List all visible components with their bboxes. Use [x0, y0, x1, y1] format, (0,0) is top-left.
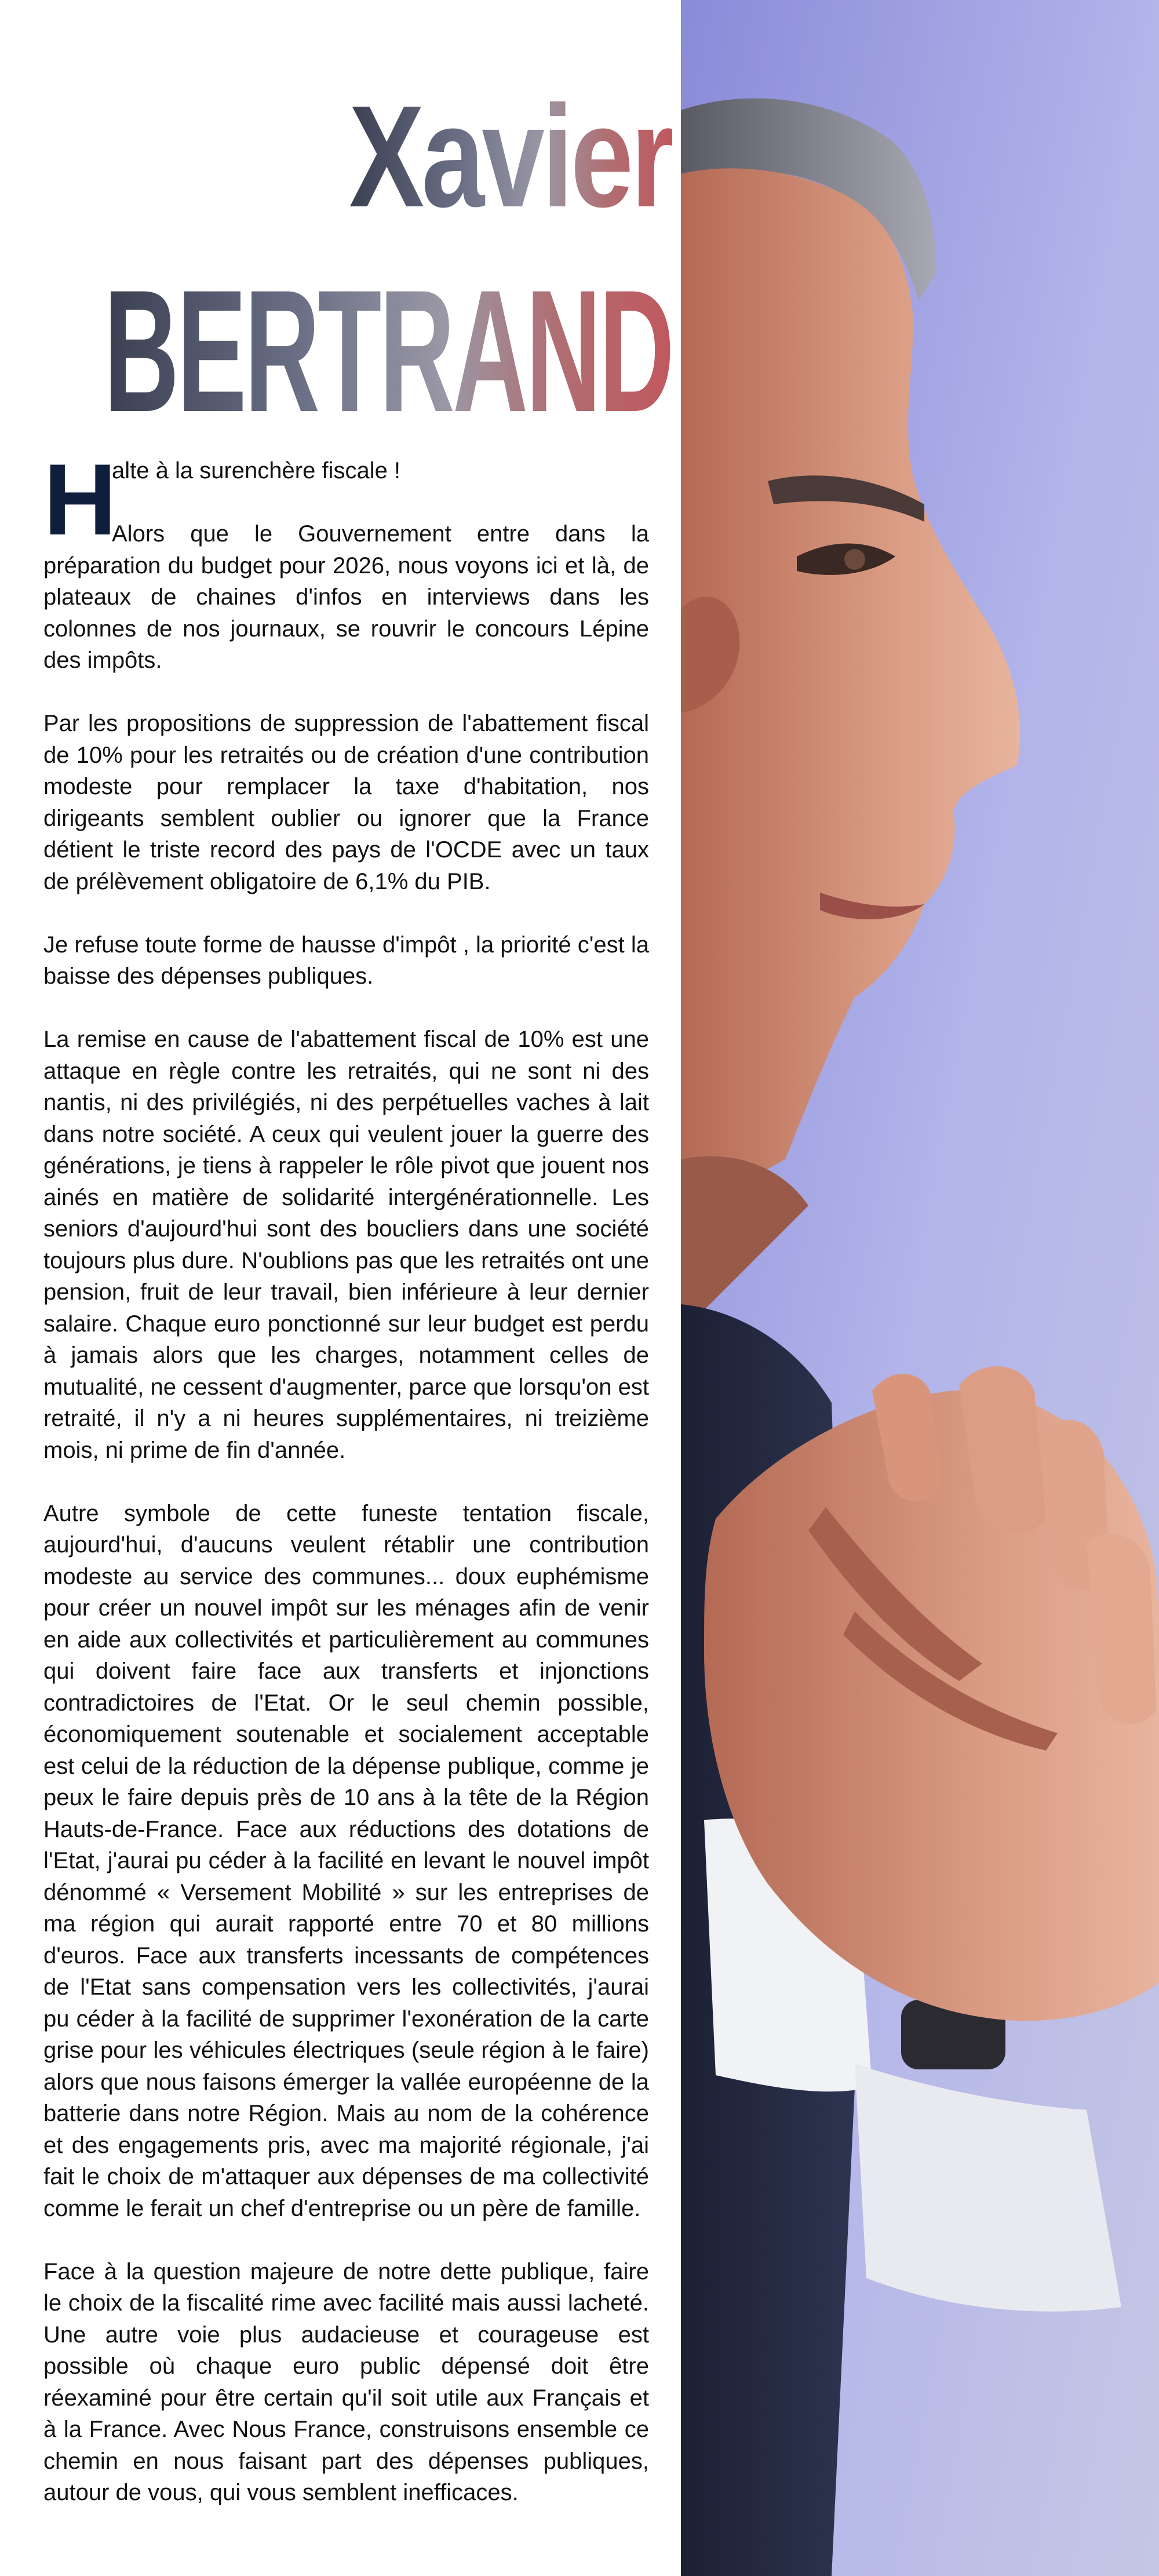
paragraph-1: Alors que le Gouvernement entre dans la préparation du budget pour 2026, nous voyons ici et là, de plateaux de chaines d'infos en interviews dans les colonnes de nos journaux, se rouvrir le concours Lépine des impôts. [43, 521, 649, 673]
article-intro [43, 443, 649, 676]
paragraph-2: Par les propositions de suppression de l'abattement fiscal de 10% pour les retraités ou de création d'une contribution modeste pour remplacer la taxe d'habitation, nos dirigeants semblent oublier ou ignorer que la France détient le triste record des pays de l'OCDE avec un taux de prélèvement obligatoire de 6,1% du PIB. [43, 711, 649, 894]
title-spacer [43, 487, 649, 519]
paragraph-4: La remise en cause de l'abattement fiscal de 10% est une attaque en règle contre les retraités, qui ne sont ni des nantis, ni des privilégiés, ni des perpétuelles vaches à lait dans notre société. A ceux qui veulent jouer la guerre des générations, je tiens à rappeler le rôle pivot que jouent nos ainés en matière de solidarité intergénérationnelle. Les seniors d'aujourd'hui sont des boucliers dans une société toujours plus dure. N'oublions pas que les retraités ont une pension, fruit de leur travail, bien inférieure à leur dernier salaire. Chaque euro ponctionné sur leur budget est perdu à jamais alors que les charges, notamment celles de mutualité, ne cessent d'augmenter, parce que lorsqu'on est retraité, il n'y a ni heures supplémentaires, ni treizième mois, ni prime de fin d'année. [43, 1027, 649, 1463]
article-title: alte à la surenchère fiscale ! [112, 458, 401, 483]
author-first-name: Xavier [349, 75, 672, 237]
paragraph-3: Je refuse toute forme de hausse d'impôt , la priorité c'est la baisse des dépenses publiques. [43, 932, 649, 989]
portrait-photo [681, 0, 1159, 2576]
paragraph-5: Autre symbole de cette funeste tentation fiscale, aujourd'hui, d'aucuns veulent rétablir une contribution modeste au service des communes... doux euphémisme pour créer un nouvel impôt sur les ménages afin de venir en aide aux collectivités et particulièrement au communes qui doivent faire face aux transferts et injonctions contradictoires de l'Etat. Or le seul chemin possible, économiquement soutenable et socialement acceptable est celui de la réduction de la dépense publique, comme je peux le faire depuis près de 10 ans à la tête de la Région Hauts-de-France. Face aux réductions des dotations de l'Etat, j'aurai pu céder à la facilité en levant le nouvel impôt dénommé « Versement Mobilité » sur les entreprises de ma région qui aurait rapporté entre 70 et 80 millions d'euros. Face aux transferts incessants de compétences de l'Etat sans compensation vers les collectivités, j'aurai pu céder à la facilité de supprimer l'exonération de la carte grise pour les véhicules électriques (seule région à le faire) alors que nous faisons émerger la vallée européenne de la batterie dans notre Région. Mais au nom de la cohérence et des engagements pris, avec ma majorité régionale, j'ai fait le choix de m'attaquer aux dépenses de ma collectivité comme le ferait un chef d'entreprise ou un père de famille. [43, 1500, 649, 2221]
portrait-illustration [681, 0, 1159, 2576]
dropcap-letter: H [43, 443, 115, 556]
author-last-name: BERTRAND [103, 253, 672, 448]
article-body [43, 443, 649, 2540]
paragraph-6: Face à la question majeure de notre dette publique, faire le choix de la fiscalité rime avec facilité mais aussi lacheté. Une autre voie plus audacieuse et courageuse est possible où chaque euro public dépensé doit être réexaminé pour être certain qu'il soit utile aux Français et à la France. Avec Nous France, construisons ensemble ce chemin en nous faisant part des dépenses publiques, autour de vous, qui vous semblent inefficaces. [43, 2258, 649, 2505]
